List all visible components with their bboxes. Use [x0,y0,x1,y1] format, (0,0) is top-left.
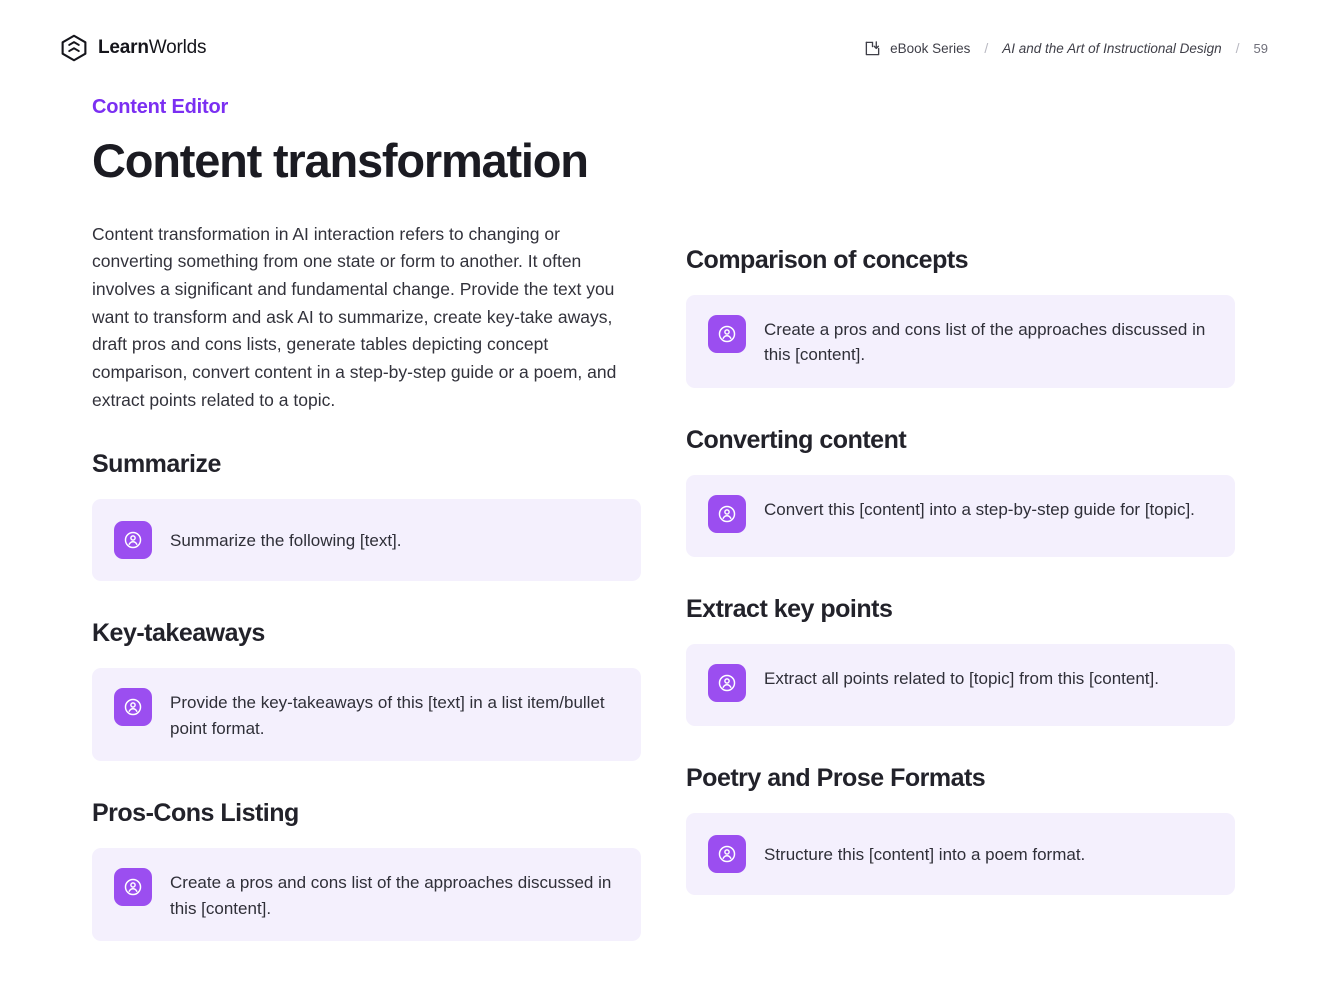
breadcrumb-ebook-label: eBook Series [890,40,971,56]
prompt-text: Create a pros and cons list of the approaches discussed in this [content]. [764,319,1206,365]
breadcrumb [864,40,1268,57]
breadcrumb-title: AI and the Art of Instructional Design [1002,40,1222,56]
block-summarize [92,450,641,581]
block-pros-cons-listing [92,799,641,941]
user-badge-icon [708,315,746,353]
user-badge-icon [114,521,152,559]
prompt-card[interactable] [686,644,1235,726]
prompt-card[interactable] [92,499,641,581]
user-badge-icon [708,835,746,873]
heading-key-takeaways: Key-takeaways [92,619,265,648]
breadcrumb-separator-2: / [1235,40,1240,56]
block-comparison-of-concepts [686,246,1235,388]
page-header [60,28,1268,68]
prompt-card[interactable] [686,475,1235,557]
learnworlds-logo-icon [60,34,88,62]
heading-poetry-and-prose-formats: Poetry and Prose Formats [686,763,986,792]
brand-name [98,37,206,59]
ebook-download-icon [864,40,881,57]
heading-extract-key-points: Extract key points [686,594,893,623]
prompt-text: Extract all points related to [topic] from this [content]. [764,668,1159,688]
page-title: Content transformation [92,134,588,187]
user-badge-icon [708,495,746,533]
block-converting-content [686,426,1235,557]
prompt-text: Create a pros and cons list of the approaches discussed in this [content]. [170,873,612,918]
brand-name-bold: Learn [98,37,149,58]
breadcrumb-ebook[interactable] [864,40,970,57]
prompt-text: Convert this [content] into a step-by-step guide for [topic]. [764,499,1195,519]
block-key-takeaways [92,619,641,761]
prompt-card[interactable] [92,848,641,941]
prompt-card[interactable] [686,295,1235,388]
user-badge-icon [114,688,152,726]
breadcrumb-separator-1: / [984,40,989,56]
right-column [686,221,1235,941]
prompt-text: Structure this [content] into a poem format. [764,844,1086,864]
user-badge-icon [708,664,746,702]
prompt-text: Provide the key-takeaways of this [text] in a list item/bullet point format. [170,693,605,738]
heading-pros-cons-listing: Pros-Cons Listing [92,799,299,828]
prompt-card[interactable] [92,668,641,761]
column-spacer [686,221,1235,246]
left-column [92,221,641,941]
brand-name-light: Worlds [148,37,207,58]
brand-logo [60,34,206,62]
block-extract-key-points [686,595,1235,726]
block-poetry-and-prose-formats [686,764,1235,895]
intro-paragraph: Content transformation in AI interaction refers to changing or converting something from one state or form to another. It often involves a significant and fundamental change. Provide the text you want to transform and ask AI to summarize, create key-take aways, draft pros and cons lists, generate tables depicting concept comparison, convert content in a step-by-step guide or a poem, and extract points related to a topic. [92,223,617,410]
heading-comparison-of-concepts: Comparison of concepts [686,245,969,274]
page-number: 59 [1253,40,1268,56]
page-content [92,96,1236,941]
heading-summarize: Summarize [92,450,221,479]
two-column-layout [92,221,1236,941]
user-badge-icon [114,868,152,906]
heading-converting-content: Converting content [686,425,907,454]
prompt-card[interactable] [686,813,1235,895]
prompt-text: Summarize the following [text]. [170,531,402,551]
section-eyebrow: Content Editor [92,96,229,118]
